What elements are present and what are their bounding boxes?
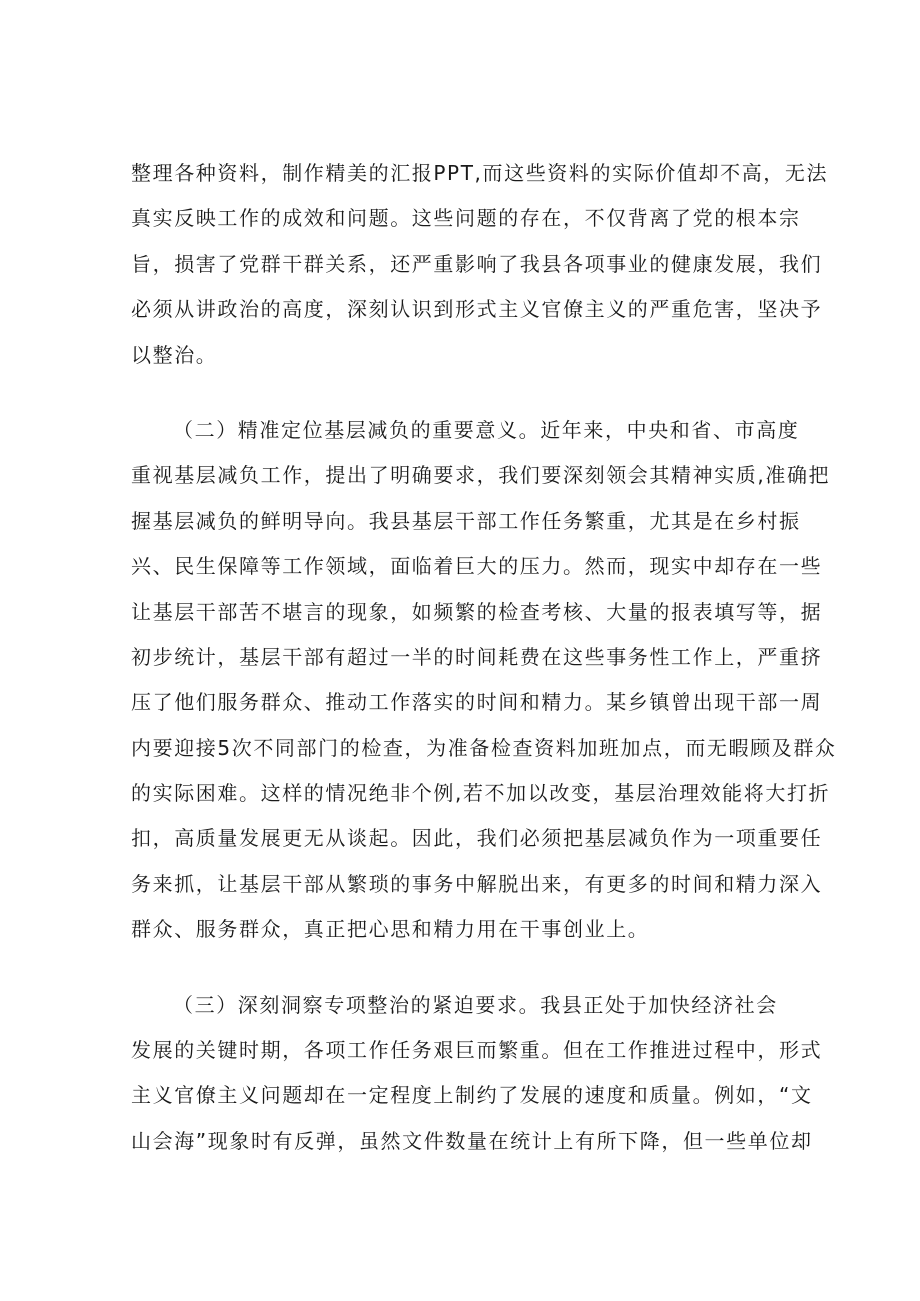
paragraph-line: 主义官僚主义问题却在一定程度上制约了发展的速度和质量。例如，“文 xyxy=(131,1083,813,1108)
paragraph-2 xyxy=(131,408,837,953)
paragraph-line: 山会海”现象时有反弹，虽然文件数量在统计上有所下降，但一些单位却 xyxy=(131,1128,813,1153)
paragraph-line: 整理各种资料，制作精美的汇报PPT,而这些资料的实际价值却不高，无法 xyxy=(131,161,829,185)
paragraph-line: 内要迎接5次不同部门的检查，为准备检查资料加班加点，而无暇顾及群众 xyxy=(131,735,837,760)
paragraph-line: 重视基层减负工作，提出了明确要求，我们要深刻领会其精神实质,准确把 xyxy=(131,463,831,488)
paragraph-3 xyxy=(131,983,823,1165)
paragraph-line: 旨，损害了党群干群关系，还严重影响了我县各项事业的健康发展，我们 xyxy=(131,251,823,276)
document-body xyxy=(131,151,837,1164)
paragraph-line: 压了他们服务群众、推动工作落实的时间和精力。某乡镇曾出现干部一周 xyxy=(131,690,823,715)
paragraph-line: 发展的关键时期，各项工作任务艰巨而繁重。但在工作推进过程中，形式 xyxy=(131,1038,823,1063)
paragraph-line: 必须从讲政治的高度，深刻认识到形式主义官僚主义的严重危害，坚决予 xyxy=(131,297,823,322)
paragraph-line: 兴、民生保障等工作领域，面临着巨大的压力。然而，现实中却存在一些 xyxy=(131,554,823,579)
paragraph-line: 务来抓，让基层干部从繁琐的事务中解脱出来，有更多的时间和精力深入 xyxy=(131,871,823,896)
paragraph-line: 扣，高质量发展更无从谈起。因此，我们必须把基层减负作为一项重要任 xyxy=(131,826,823,851)
paragraph-spacer xyxy=(131,953,791,983)
paragraph-heading-line: （二）精准定位基层减负的重要意义。近年来，中央和省、市高度 xyxy=(173,417,800,442)
paragraph-line: 的实际困难。这样的情况绝非个例,若不加以改变，基层治理效能将大打折 xyxy=(131,781,831,806)
paragraph-line: 群众、服务群众，真正把心思和精力用在干事创业上。 xyxy=(131,917,650,942)
paragraph-line: 以整治。 xyxy=(131,342,218,367)
paragraph-line: 握基层减负的鲜明导向。我县基层干部工作任务繁重，尤其是在乡村振 xyxy=(131,508,801,533)
paragraph-spacer xyxy=(131,378,791,408)
paragraph-heading-line: （三）深刻洞察专项整治的紧迫要求。我县正处于加快经济社会 xyxy=(173,992,778,1017)
paragraph-line: 初步统计，基层干部有超过一半的时间耗费在这些事务性工作上，严重挤 xyxy=(131,644,823,669)
paragraph-line: 真实反映工作的成效和问题。这些问题的存在，不仅背离了党的根本宗 xyxy=(131,206,801,231)
paragraph-1 xyxy=(131,151,829,378)
paragraph-line: 让基层干部苦不堪言的现象，如频繁的检查考核、大量的报表填写等，据 xyxy=(131,599,823,624)
